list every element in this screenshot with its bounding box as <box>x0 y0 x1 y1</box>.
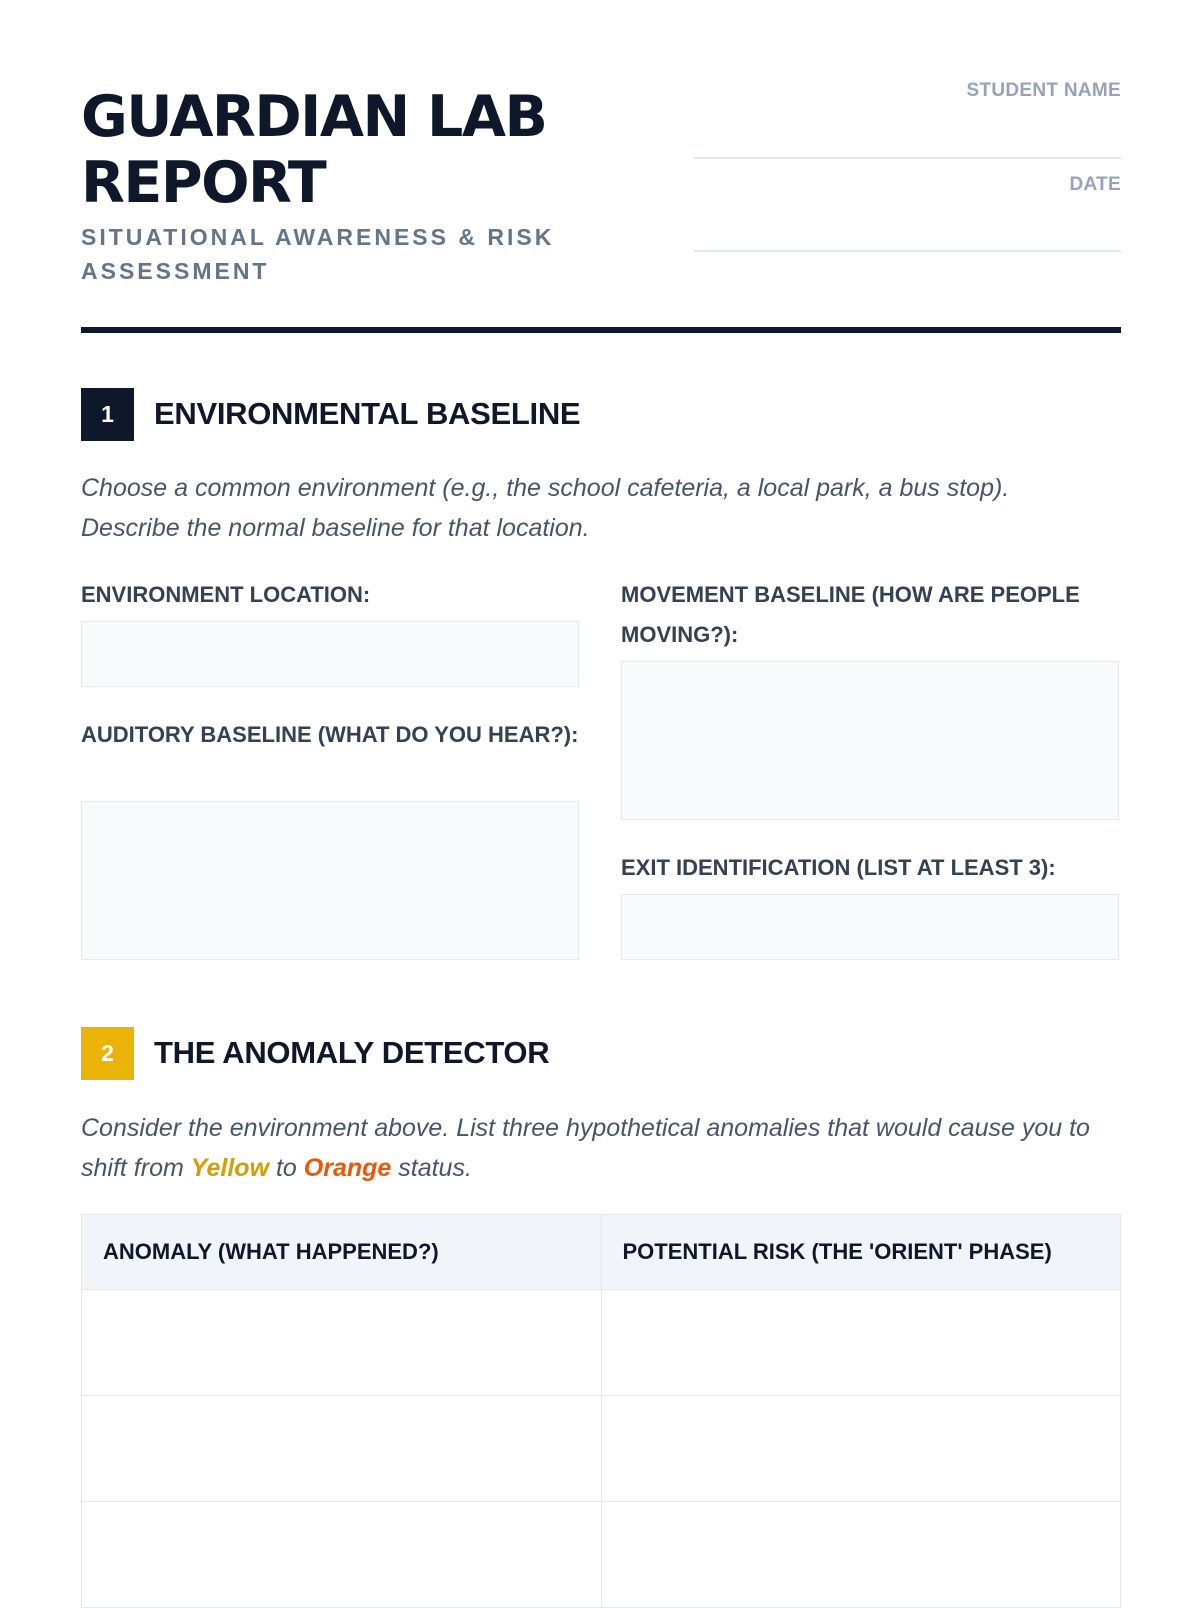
report-subtitle: SITUATIONAL AWARENESS & RISK ASSESSMENT <box>81 224 555 284</box>
movement-baseline-field[interactable] <box>621 661 1119 820</box>
potential-risk-cell[interactable] <box>601 1396 1121 1502</box>
anomaly-table <box>81 1214 1121 1608</box>
anomaly-cell[interactable] <box>82 1396 602 1502</box>
section-1-instructions: Choose a common environment (e.g., the school cafeteria, a local park, a bus stop). Describe the normal baseline for that location. <box>81 474 1010 542</box>
table-row <box>82 1396 1121 1502</box>
exit-identification-field[interactable] <box>621 894 1119 960</box>
table-header-row <box>82 1215 1121 1290</box>
lab-report-page <box>81 0 1121 1600</box>
potential-risk-column-header: POTENTIAL RISK (THE 'ORIENT' PHASE) <box>601 1215 1121 1290</box>
movement-baseline-label: MOVEMENT BASELINE (HOW ARE PEOPLE MOVING?): <box>621 582 1080 647</box>
yellow-status-text: Yellow <box>190 1154 270 1182</box>
anomaly-cell[interactable] <box>82 1290 602 1396</box>
environment-location-field[interactable] <box>81 621 579 687</box>
section-2-instructions: Consider the environment above. List three hypothetical anomalies that would cause you to shift from Yellow to Orange status. <box>81 1114 1090 1182</box>
table-row <box>82 1290 1121 1396</box>
anomaly-cell[interactable] <box>82 1502 602 1608</box>
table-row <box>82 1502 1121 1608</box>
exit-identification-label: EXIT IDENTIFICATION (LIST AT LEAST 3): <box>621 855 1056 880</box>
header-divider <box>81 327 1121 333</box>
section-1-title: ENVIRONMENTAL BASELINE <box>154 396 581 431</box>
student-name-field[interactable] <box>694 157 1121 159</box>
orange-status-text: Orange <box>303 1154 392 1182</box>
section-2-title: THE ANOMALY DETECTOR <box>154 1035 550 1070</box>
auditory-baseline-label: AUDITORY BASELINE (WHAT DO YOU HEAR?): <box>81 722 579 747</box>
environment-location-label: ENVIRONMENT LOCATION: <box>81 582 371 607</box>
report-title: GUARDIAN LAB REPORT <box>81 84 547 216</box>
date-label: DATE <box>1069 174 1121 195</box>
date-field[interactable] <box>694 250 1121 252</box>
auditory-baseline-field[interactable] <box>81 801 579 960</box>
section-2-number-badge: 2 <box>81 1027 134 1080</box>
section-1-number-badge: 1 <box>81 388 134 441</box>
student-name-label: STUDENT NAME <box>966 80 1121 101</box>
anomaly-column-header: ANOMALY (WHAT HAPPENED?) <box>82 1215 602 1290</box>
potential-risk-cell[interactable] <box>601 1290 1121 1396</box>
potential-risk-cell[interactable] <box>601 1502 1121 1608</box>
